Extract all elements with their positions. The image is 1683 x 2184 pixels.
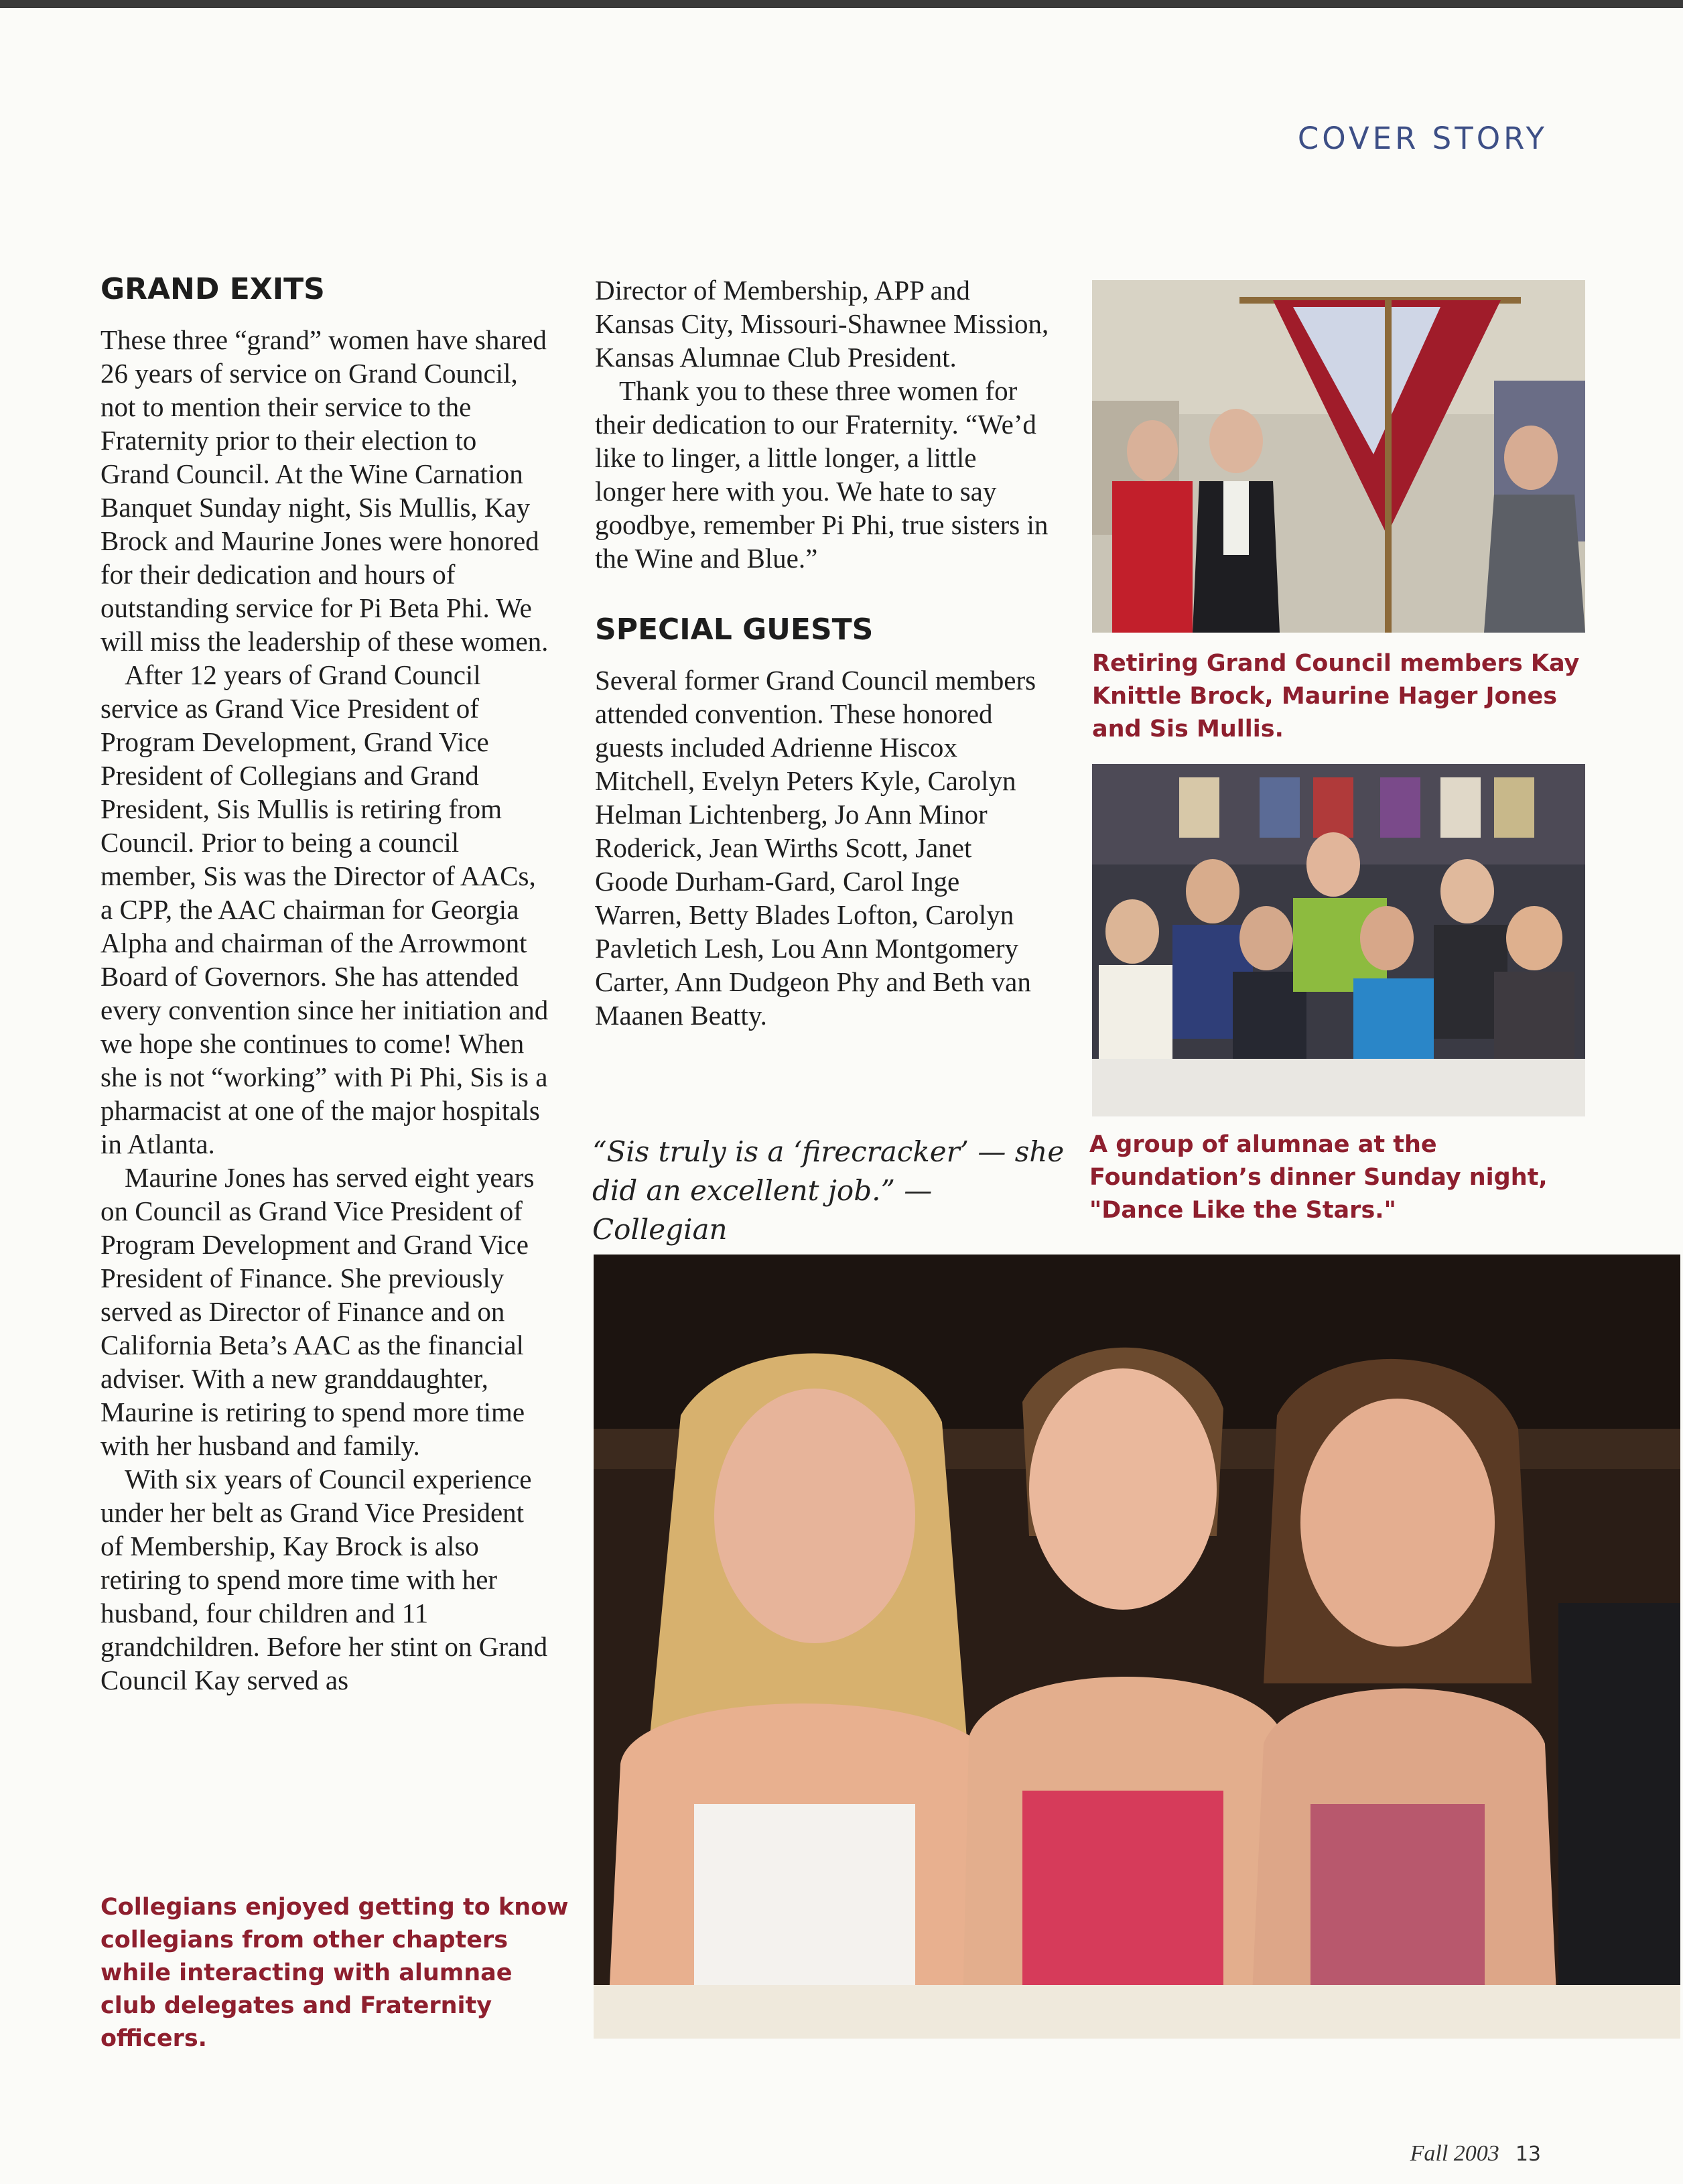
pull-quote: “Sis truly is a ‘firecracker’ — she did an excellent job.” — Collegian: [592, 1135, 1065, 1246]
section-label: COVER STORY: [1297, 121, 1548, 156]
special-guests-paragraph: Several former Grand Council members attended convention. These honored guests included Adrienne Hiscox Mitchell, Evelyn Peters Kyle, Carolyn Helman Lichtenberg, Jo Ann Minor Roderick, Jean Wirths Scott, Janet Goode Durham-Gard, Carol Inge Warren, Betty Blades Lofton, Carolyn Pavletich Lesh, Lou Ann Montgomery Carter, Ann Dudgeon Phy and Beth van Maanen Beatty.: [595, 665, 1036, 1031]
column-middle: [595, 273, 1051, 1032]
column-left: [100, 273, 549, 1697]
page-footer: [1306, 2141, 1541, 2167]
issue-label: Fall 2003: [1410, 2141, 1499, 2166]
alumnae-group-photo: [1092, 764, 1585, 1116]
top-edge-rule: [0, 0, 1683, 8]
collegians-photo: [594, 1255, 1680, 2039]
grand-exits-heading: GRAND EXITS: [100, 272, 325, 306]
grand-exits-paragraph-4: With six years of Council experience under her belt as Grand Vice President of Membership, Kay Brock is also retiring to spend more time with her husband, four children and 11 grandchildren. Before her stint on Grand Council Kay served as: [100, 1464, 548, 1696]
page-number: 13: [1515, 2142, 1541, 2166]
special-guests-heading: SPECIAL GUESTS: [595, 613, 874, 647]
grand-exits-paragraph-3: Maurine Jones has served eight years on Council as Grand Vice President of Program Development and Grand Vice President of Finance. She previously served as Director of Finance and on California Beta’s AAC as the financial adviser. With a new granddaughter, Maurine is retiring to spend more time with her husband and family.: [100, 1162, 535, 1462]
alumnae-group-caption: A group of alumnae at the Foundation’s dinner Sunday night, "Dance Like the Stars.": [1089, 1131, 1548, 1224]
retiring-members-photo: [1092, 280, 1585, 633]
grand-exits-paragraph-2: After 12 years of Grand Council service as Grand Vice President of Program Development, Grand Vice President of Collegians and Grand President, Sis Mullis is retiring from Council. Prior to being a council member, Sis was the Director of AACs, a CPP, the AAC chairman for Georgia Alpha and chairman of the Arrowmont Board of Governors. She has attended every convention since her initiation and we hope she continues to come! When she is not “working” with Pi Phi, Sis is a pharmacist at one of the major hospitals in Atlanta.: [100, 659, 549, 1160]
grand-exits-paragraph-6: Thank you to these three women for their dedication to our Fraternity. “We’d like to linger, a little longer, a little longer here with you. We hate to say goodbye, remember Pi Phi, true sisters in the Wine and Blue.”: [595, 375, 1049, 574]
retiring-members-caption: Retiring Grand Council members Kay Knittle Brock, Maurine Hager Jones and Sis Mullis.: [1092, 650, 1580, 743]
collegians-photo-caption: Collegians enjoyed getting to know collegians from other chapters while interacting with alumnae club delegates and Fraternity officers.: [100, 1894, 569, 2052]
grand-exits-paragraph-5: Director of Membership, APP and Kansas City, Missouri-Shawnee Mission, Kansas Alumnae Club President.: [595, 275, 1049, 373]
grand-exits-paragraph-1: These three “grand” women have shared 26 years of service on Grand Council, not to mention their service to the Fraternity prior to their election to Grand Council. At the Wine Carnation Banquet Sunday night, Sis Mullis, Kay Brock and Maurine Jones were honored for their dedication and hours of outstanding service for Pi Beta Phi. We will miss the leadership of these women.: [100, 324, 549, 657]
